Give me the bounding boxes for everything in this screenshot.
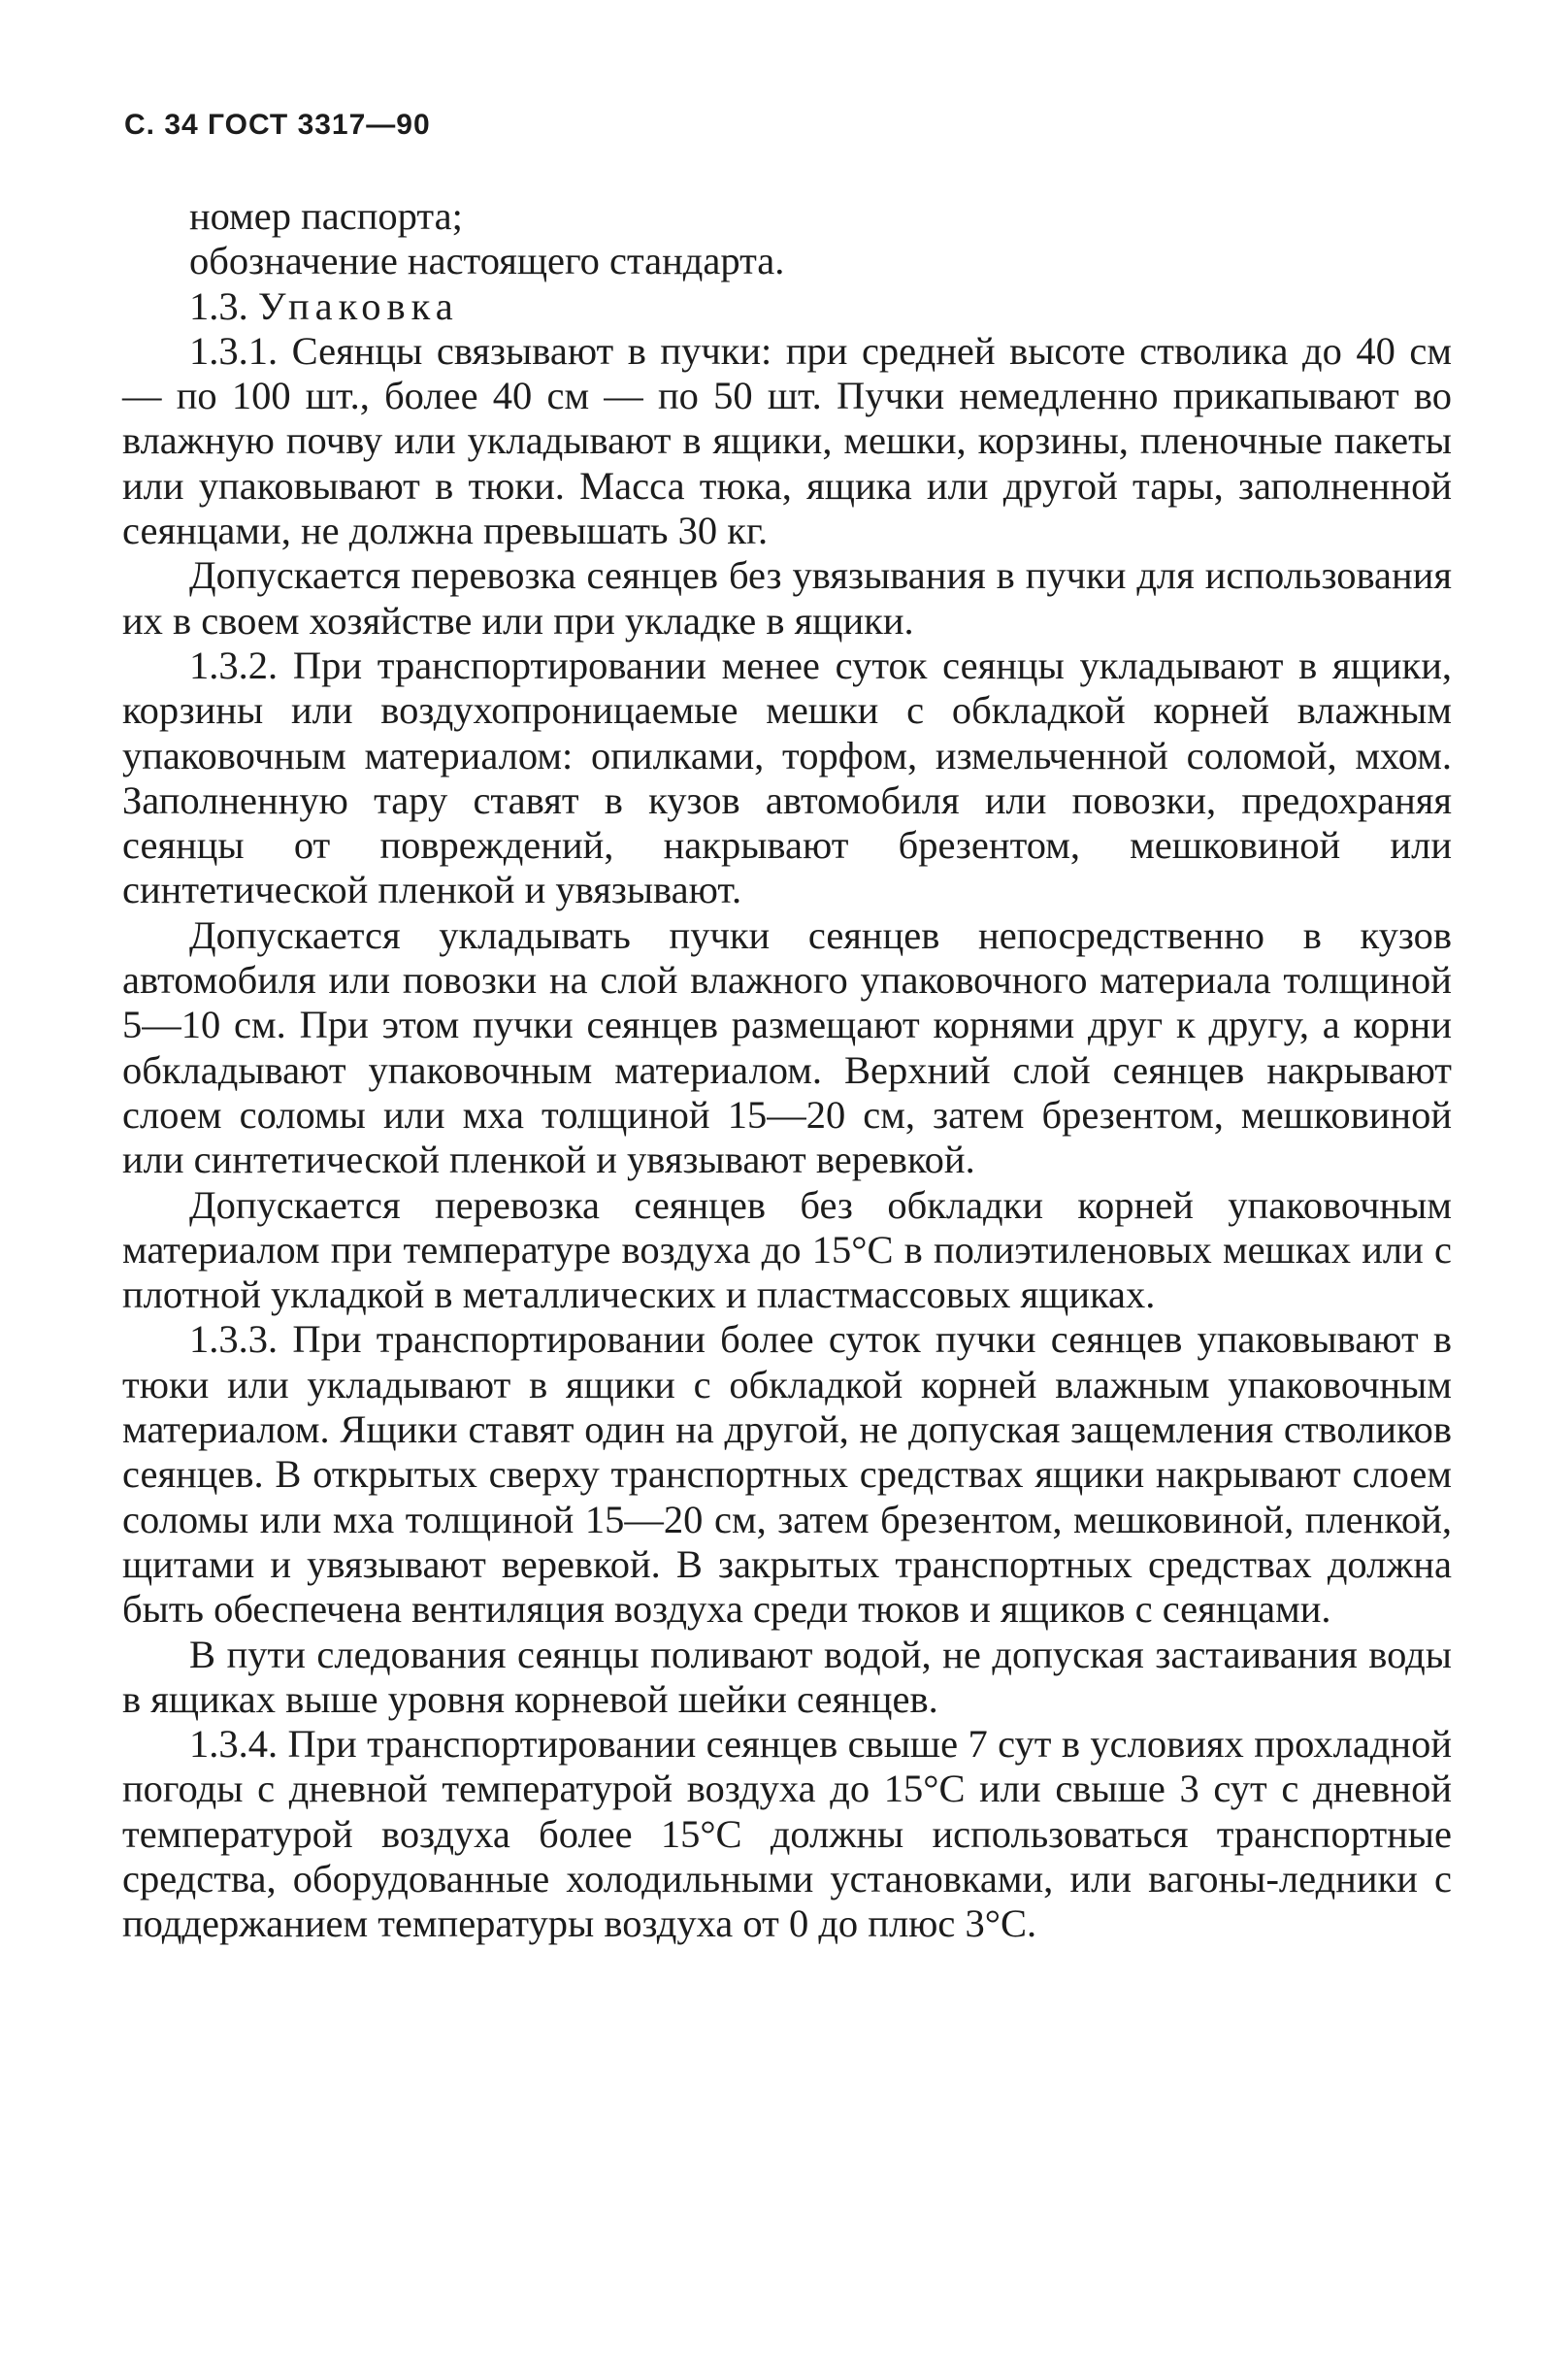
- paragraph-watering: В пути следования сеянцы поливают водой, не допуская застаивания воды в ящиках выше уровня корневой шейки сеянцев.: [122, 1632, 1452, 1721]
- paragraph-stacking-in-truck: Допускается укладывать пучки сеянцев непосредственно в кузов автомобиля или повозки на слой влажного упаковочного материала толщиной 5—10 см. При этом пучки сеянцев размещают корнями друг к другу, а корни обкладывают упаковочным материалом. Верхний слой сеянцев накрывают слоем соломы или мха толщиной 15—20 см, затем брезентом, мешковиной или синтетической пленкой и увязывают веревкой.: [122, 912, 1452, 1182]
- paragraph-1-3-4: 1.3.4. При транспортировании сеянцев свыше 7 сут в условиях прохладной погоды с дневной температурой воздуха до 15°С или свыше 3 сут с дневной температурой воздуха более 15°С должны использоваться транспортные средства, оборудованные холодильными установками, или вагоны-ледники с поддержанием температуры воздуха от 0 до плюс 3°С.: [122, 1722, 1452, 1946]
- paragraph-standard-designation: обозначение настоящего стандарта.: [189, 239, 785, 283]
- paragraph-passport-number: номер паспорта;: [189, 194, 463, 238]
- paragraph-1-3-1: 1.3.1. Сеянцы связывают в пучки: при средней высоте стволика до 40 см — по 100 шт., более 40 см — по 50 шт. Пучки немедленно прикапывают во влажную почву или укладывают в ящики, мешки, корзины, пленочные пакеты или упаковывают в тюки. Масса тюка, ящика или другой тары, заполненной сеянцами, не должна превышать 30 кг.: [122, 328, 1452, 553]
- paragraph-1-3-3: 1.3.3. При транспортировании более суток пучки сеянцев упаковывают в тюки или укладывают в ящики с обкладкой корней влажным упаковочным материалом. Ящики ставят один на другой, не допуская защемления стволиков сеянцев. В открытых сверху транспортных средствах ящики накрывают слоем соломы или мха толщиной 15—20 см, затем брезентом, мешковиной, пленкой, щитами и увязывают веревкой. В закрытых транспортных средствах должна быть обеспечена вентиляция воздуха среди тюков и ящиков с сеянцами.: [122, 1317, 1452, 1632]
- paragraph-without-packing: Допускается перевозка сеянцев без обкладки корней упаковочным материалом при температуре воздуха до 15°С в полиэтиленовых мешках или с плотной укладкой в металлических и пластмассовых ящиках.: [122, 1182, 1452, 1317]
- paragraph-1-3-2: 1.3.2. При транспортировании менее суток сеянцы укладывают в ящики, корзины или воздухопроницаемые мешки с обкладкой корней влажным упаковочным материалом: опилками, торфом, измельченной соломой, мхом. Заполненную тару ставят в кузов автомобиля или повозки, предохраняя сеянцы от повреждений, накрывают брезентом, мешковиной или синтетической пленкой и увязывают.: [122, 643, 1452, 912]
- section-number: 1.3.: [189, 283, 248, 328]
- running-head: С. 34 ГОСТ 3317—90: [124, 109, 431, 141]
- body-text: [122, 194, 1452, 1947]
- paragraph-transport-without-bundling: Допускается перевозка сеянцев без увязывания в пучки для использования их в своем хозяйстве или при укладке в ящики.: [122, 553, 1452, 643]
- section-heading: [122, 284, 1452, 329]
- section-title: Упаковка: [257, 283, 459, 328]
